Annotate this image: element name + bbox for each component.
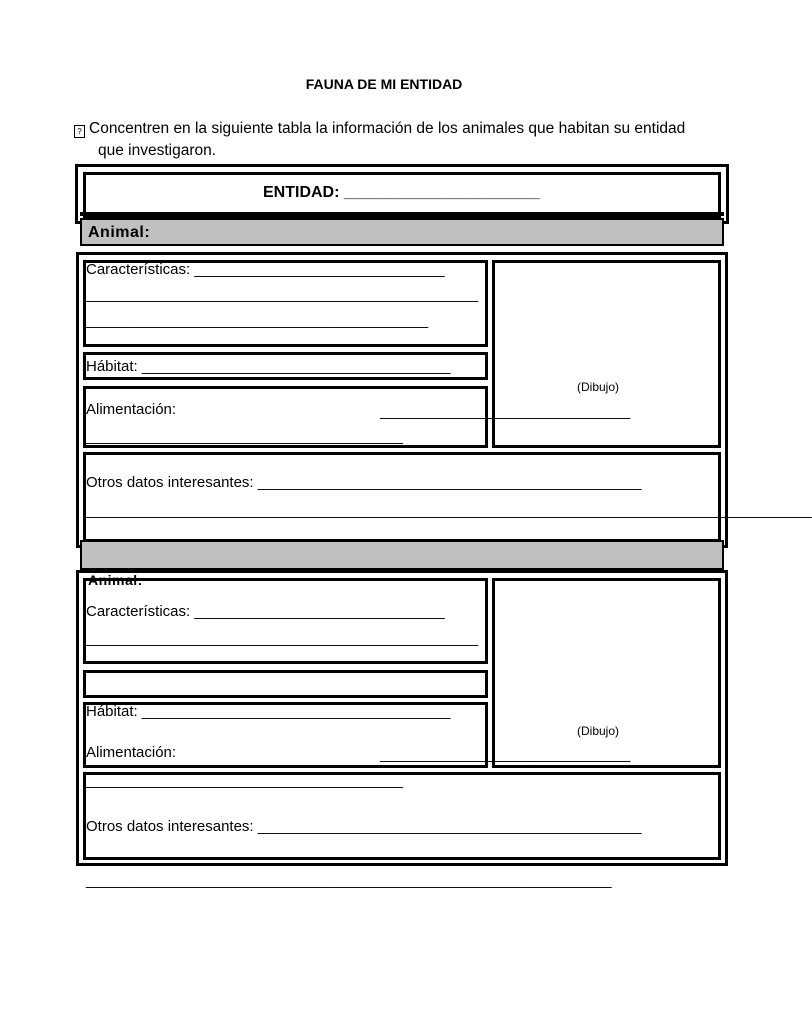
blank-line: _______________________________________________ bbox=[86, 286, 479, 303]
instruction-line-2: que investigaron. bbox=[98, 142, 217, 159]
otros-line: _______________________________________________________________________________________ bbox=[86, 502, 812, 519]
dibujo-label: (Dibujo) bbox=[577, 380, 620, 394]
animal-label: Animal: bbox=[88, 224, 151, 241]
habitat-box bbox=[83, 670, 488, 698]
caracteristicas-label: Características: ______________________________ bbox=[86, 261, 445, 278]
otros-box bbox=[83, 452, 812, 542]
animal-header-bar bbox=[80, 218, 724, 246]
habitat-label: Hábitat: _____________________________________ bbox=[86, 358, 451, 375]
separator bbox=[80, 212, 724, 216]
blank-line: ______________________________________ bbox=[86, 428, 404, 445]
alimentacion-label: Alimentación: bbox=[86, 401, 177, 418]
instruction-line-1: Concentren en la siguiente tabla la información de los animales que habitan su entidad bbox=[89, 120, 686, 137]
blank-line: ______________________________________ bbox=[86, 772, 404, 789]
dibujo-box bbox=[492, 578, 721, 768]
blank-line: _________________________________________ bbox=[86, 312, 429, 329]
entidad-label: ENTIDAD: ______________________ bbox=[263, 184, 540, 201]
animal-header-bar bbox=[80, 540, 724, 570]
alimentacion-line: ______________________________ bbox=[380, 746, 631, 763]
alimentacion-label: Alimentación: bbox=[86, 744, 177, 761]
blank-line: _______________________________________________ bbox=[86, 630, 479, 647]
trailing-line: _______________________________________________________________ bbox=[86, 872, 612, 889]
alimentacion-line: ______________________________ bbox=[380, 403, 631, 420]
habitat-label: Hábitat: _____________________________________ bbox=[86, 703, 451, 720]
dibujo-label: (Dibujo) bbox=[577, 724, 620, 738]
caracteristicas-box bbox=[83, 578, 488, 664]
otros-datos-label: Otros datos interesantes: ______________________________________________ bbox=[86, 818, 642, 835]
otros-datos-label: Otros datos interesantes: ______________________________________________ bbox=[86, 474, 642, 491]
page-title: FAUNA DE MI ENTIDAD bbox=[305, 76, 463, 92]
blank-line: _________________________________________ bbox=[86, 656, 429, 673]
bullet-icon: ? bbox=[74, 125, 85, 138]
animal-label: Animal: bbox=[88, 572, 143, 588]
instruction-text bbox=[74, 118, 734, 162]
caracteristicas-label: Características: ______________________________ bbox=[86, 603, 445, 620]
